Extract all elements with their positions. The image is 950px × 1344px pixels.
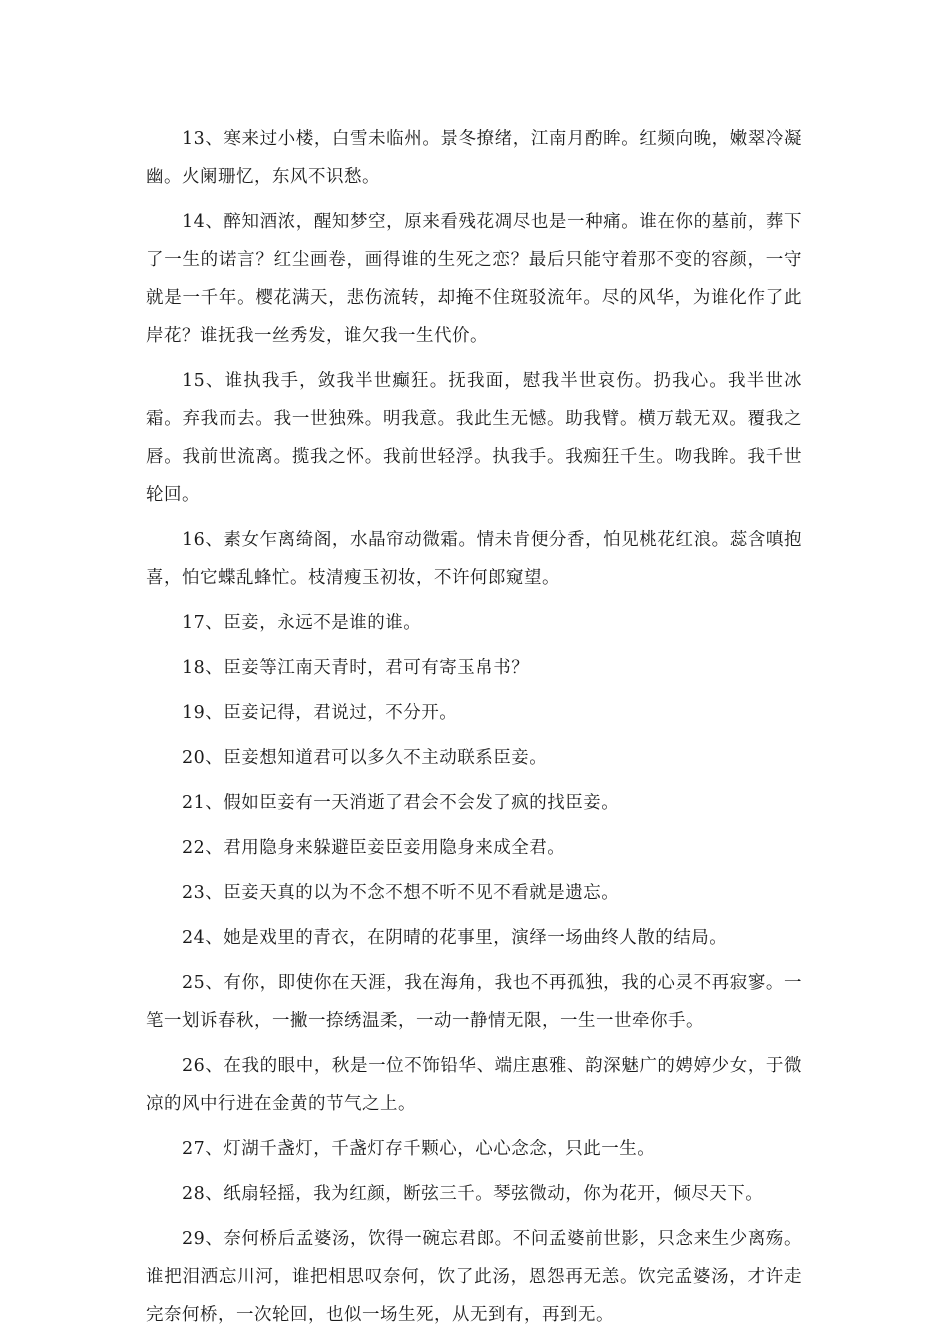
paragraph-18: 18、臣妾等江南天青时，君可有寄玉帛书？ (182, 658, 530, 678)
paragraph-25: 25、有你，即使你在天涯，我在海角，我也不再孤独，我的心灵不再寂寥。一笔一划诉春秋，一撇一捺绣温柔，一动一静情无限，一生一世牵你手。 (146, 973, 802, 1031)
paragraph-28: 28、纸扇轻摇，我为红颜，断弦三千。琴弦微动，你为花开，倾尽天下。 (182, 1184, 764, 1204)
document-body (146, 120, 802, 1341)
paragraph-24: 24、她是戏里的青衣，在阴晴的花事里，演绎一场曲终人散的结局。 (182, 928, 728, 948)
paragraph-21: 21、假如臣妾有一天消逝了君会不会发了疯的找臣妾。 (182, 793, 620, 813)
paragraph-16: 16、素女乍离绮阁，水晶帘动微霜。情未肯便分香，怕见桃花红浪。蕊含嗔抱喜，怕它蝶乱蜂忙。枝清瘦玉初妆，不许何郎窥望。 (146, 530, 802, 588)
paragraph-17: 17、臣妾，永远不是谁的谁。 (182, 613, 422, 633)
paragraph-26: 26、在我的眼中，秋是一位不饰铅华、端庄惠雅、韵深魅广的娉婷少女，于微凉的风中行进在金黄的节气之上。 (146, 1056, 802, 1114)
paragraph-14: 14、醉知酒浓，醒知梦空，原来看残花凋尽也是一种痛。谁在你的墓前，葬下了一生的诺言？红尘画卷，画得谁的生死之恋？最后只能守着那不变的容颜，一守就是一千年。樱花满天，悲伤流转，却掩不住斑驳流年。尽的风华，为谁化作了此岸花？谁抚我一丝秀发，谁欠我一生代价。 (146, 212, 802, 346)
paragraph-19: 19、臣妾记得，君说过，不分开。 (182, 703, 458, 723)
paragraph-13: 13、寒来过小楼，白雪未临州。景冬撩绪，江南月酌眸。红频向晚，嫩翠冷凝幽。火阑珊忆，东风不识愁。 (146, 129, 802, 187)
paragraph-29: 29、奈何桥后孟婆汤，饮得一碗忘君郎。不问孟婆前世影，只念来生少离殇。谁把泪洒忘川河，谁把相思叹奈何，饮了此汤，恩怨再无恙。饮完孟婆汤，才许走完奈何桥，一次轮回，也似一场生死，从无到有，再到无。 (146, 1229, 802, 1325)
paragraph-22: 22、君用隐身来躲避臣妾臣妾用隐身来成全君。 (182, 838, 566, 858)
paragraph-15: 15、谁执我手，敛我半世癫狂。抚我面，慰我半世哀伤。扔我心。我半世冰霜。弃我而去。我一世独殊。明我意。我此生无憾。助我臂。横万载无双。覆我之唇。我前世流离。揽我之怀。我前世轻浮。执我手。我痴狂千生。吻我眸。我千世轮回。 (146, 371, 802, 505)
paragraph-20: 20、臣妾想知道君可以多久不主动联系臣妾。 (182, 748, 548, 768)
paragraph-23: 23、臣妾天真的以为不念不想不听不见不看就是遗忘。 (182, 883, 620, 903)
paragraph-27: 27、灯湖千盏灯，千盏灯存千颗心，心心念念，只此一生。 (182, 1139, 656, 1159)
